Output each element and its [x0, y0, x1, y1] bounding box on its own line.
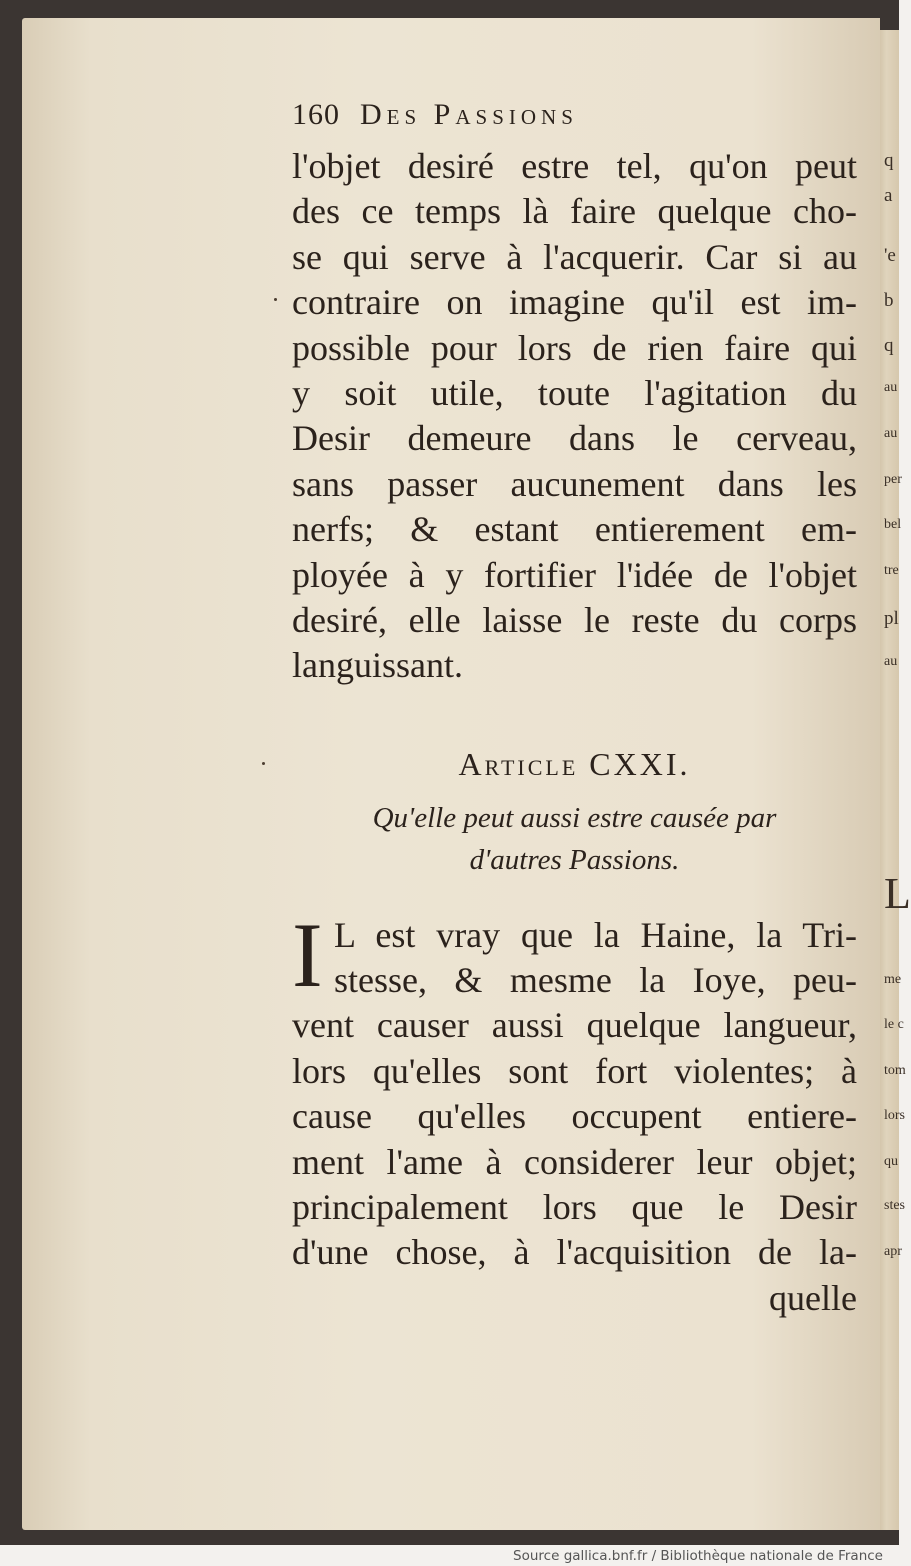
- text-line: des ce temps là faire quelque cho-: [292, 191, 857, 232]
- text-line: L est vray que la Haine, la Tri-: [334, 914, 857, 955]
- ink-speck: [262, 762, 265, 765]
- facing-fragment: au: [884, 426, 898, 441]
- subtitle-line: d'autres Passions.: [469, 843, 680, 876]
- text-line: l'objet desiré estre tel, qu'on peut: [292, 146, 857, 186]
- facing-fragment: b: [884, 290, 894, 311]
- facing-fragment: pl: [884, 608, 899, 629]
- text-line: principalement lors que le Desir: [292, 1187, 857, 1228]
- drop-cap: I: [292, 903, 323, 1006]
- text-line: lors qu'elles sont fort violentes; à: [292, 1050, 857, 1091]
- text-line: stesse, & mesme la Ioye, peu-: [334, 960, 857, 1001]
- facing-fragment: lors: [884, 1108, 905, 1123]
- text-line: d'une chose, à l'acquisition de la-: [292, 1232, 857, 1273]
- page-text: [292, 98, 857, 1321]
- text-line: vent causer aussi quelque langueur,: [292, 1005, 857, 1046]
- source-attribution: Source gallica.bnf.fr / Bibliothèque nationale de France: [513, 1548, 883, 1564]
- text-line: ment l'ame à considerer leur objet;: [292, 1141, 857, 1182]
- facing-fragment: L: [884, 869, 911, 918]
- text-line: ployée à y fortifier l'idée de l'objet: [292, 554, 857, 595]
- text-line: Desir demeure dans le cerveau,: [292, 418, 857, 459]
- catchword: quelle: [769, 1277, 857, 1318]
- running-head: [292, 98, 857, 144]
- text-line: nerfs; & estant entierement em-: [292, 509, 857, 550]
- facing-fragment: q: [884, 335, 894, 356]
- ink-speck: [274, 298, 277, 301]
- text-line: contraire on imagine qu'il est im-: [292, 282, 857, 323]
- text-line: possible pour lors de rien faire qui: [292, 327, 857, 368]
- text-line: se qui serve à l'acquerir. Car si au: [292, 236, 857, 277]
- article-paragraph: [292, 903, 857, 1321]
- page-number: 160: [292, 98, 340, 131]
- facing-fragment: qu: [884, 1154, 898, 1169]
- facing-fragment: q: [884, 150, 894, 171]
- running-head-title: Des Passions: [360, 98, 578, 131]
- facing-fragment: tre: [884, 563, 899, 578]
- subtitle-line: Qu'elle peut aussi estre causée par: [372, 801, 777, 834]
- facing-fragment: 'e: [884, 245, 896, 266]
- text-line: sans passer aucunement dans les: [292, 463, 857, 504]
- facing-fragment: tom: [884, 1063, 906, 1078]
- facing-fragment: per: [884, 472, 902, 487]
- facing-fragment: stes: [884, 1198, 905, 1213]
- facing-fragment: a: [884, 185, 893, 206]
- paragraph-continued: [292, 144, 857, 689]
- facing-fragment: me: [884, 972, 902, 987]
- facing-fragment: au: [884, 380, 898, 395]
- facing-fragment: le c: [884, 1017, 904, 1032]
- facing-fragment: au: [884, 654, 898, 669]
- text-line: languissant.: [292, 645, 463, 686]
- text-line: desiré, elle laisse le reste du corps: [292, 599, 857, 640]
- text-line: cause qu'elles occupent entiere-: [292, 1096, 857, 1137]
- text-line: y soit utile, toute l'agitation du: [292, 372, 857, 413]
- article-subtitle: [292, 797, 857, 881]
- article-heading: Article CXXI.: [458, 745, 691, 782]
- facing-fragment: apr: [884, 1244, 902, 1259]
- facing-fragment: bel: [884, 517, 902, 532]
